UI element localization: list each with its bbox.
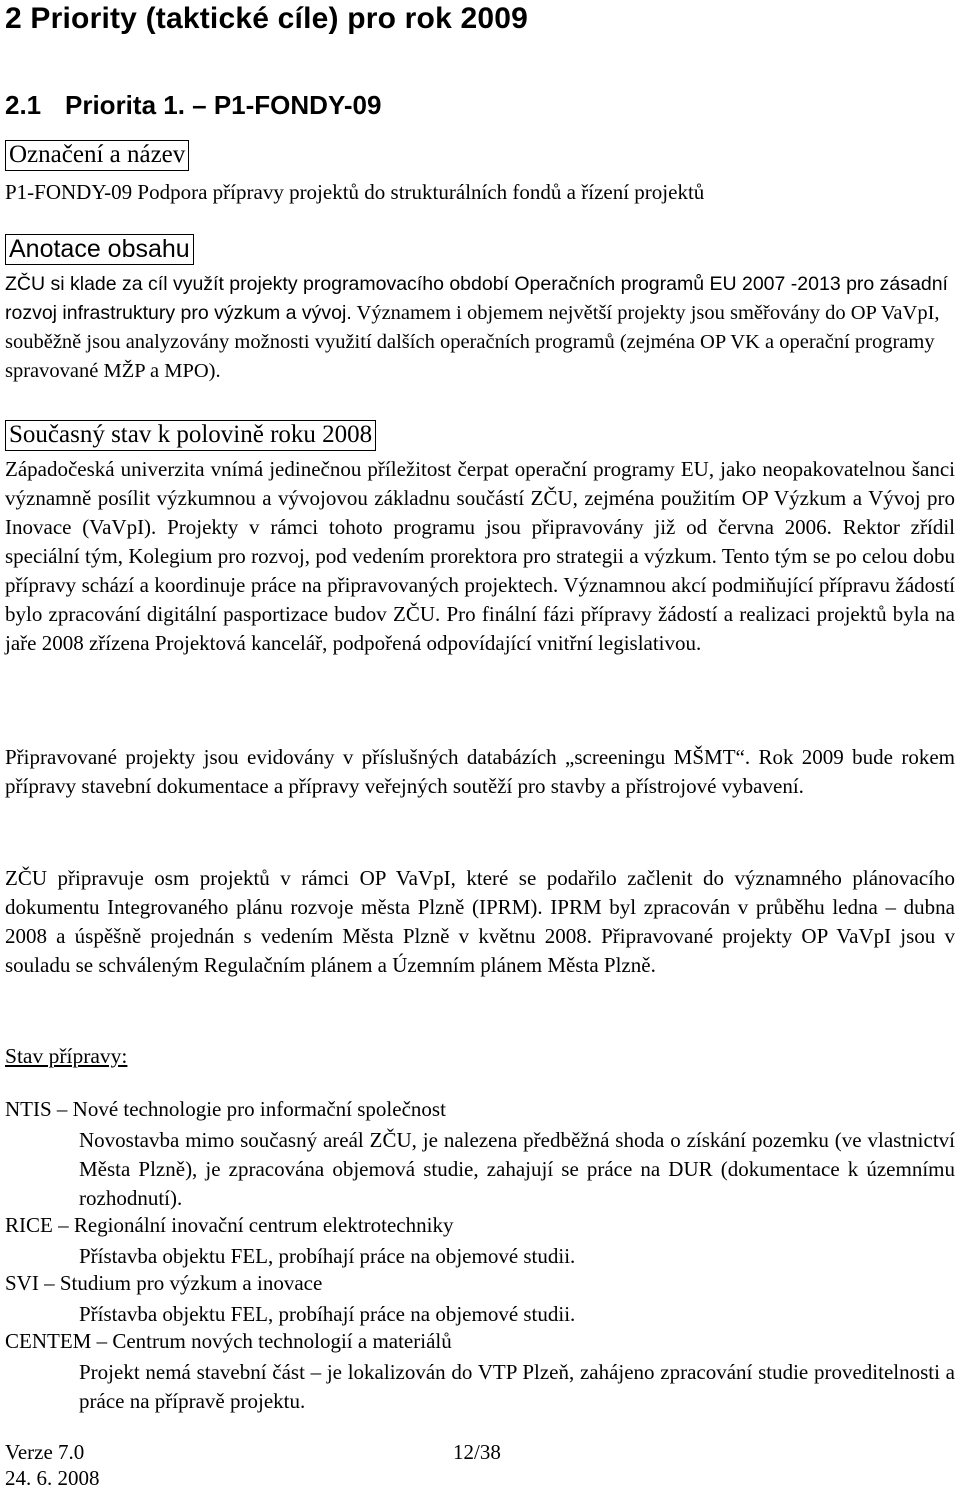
anotace-text [5, 270, 950, 386]
item-body-ntis: Novostavba mimo současný areál ZČU, je nalezena předběžná shoda o získání pozemku (ve vlastnictví Města Plzně), je zpracována objemová studie, zahajují se práce na DUR (dokumentace k územnímu rozhodnutí). [79, 1128, 955, 1210]
item-body-centem: Projekt nemá stavební část – je lokalizován do VTP Plzeň, zahájeno zpracování studie proveditelnosti a práce na přípravě projektu. [79, 1360, 955, 1413]
subsection-number: 2.1 [5, 90, 42, 120]
anotace-sans-part: ZČU si klade za cíl využít projekty programovacího období Operačních programů EU 2007 -2013 pro zásadní rozvoj infrastruktury pro výzkum a vývoj. [5, 273, 948, 324]
footer-version: Verze 7.0 [5, 1440, 85, 1464]
paragraph-2: Připravované projekty jsou evidovány v příslušných databázích „screeningu MŠMT“. Rok 2009 bude rokem přípravy stavební dokumentace a přípravy veřejných soutěží pro stavby a přístrojové vybavení. [5, 745, 955, 798]
label-oznaceni: Označení a název [5, 140, 189, 171]
item-head-ntis: NTIS – Nové technologie pro informační společnost [5, 1097, 446, 1121]
project-title: P1-FONDY-09 Podpora přípravy projektů do strukturálních fondů a řízení projektů [5, 180, 705, 204]
item-head-rice: RICE – Regionální inovační centrum elektrotechniky [5, 1213, 454, 1237]
label-soucasny-stav: Současný stav k polovině roku 2008 [5, 420, 376, 451]
anotace-serif-part: Významem i objemem největší projekty jsou směřovány do OP VaVpI, souběžně jsou analyzovány možnosti využití dalších operačních programů (zejména OP VK a operační programy spravované MŽP a MPO). [5, 302, 940, 382]
section-heading: 2 Priority (taktické cíle) pro rok 2009 [5, 2, 529, 35]
label-anotace: Anotace obsahu [5, 234, 194, 265]
footer-date: 24. 6. 2008 [5, 1466, 100, 1490]
paragraph-1: Západočeská univerzita vnímá jedinečnou příležitost čerpat operační programy EU, jako neopakovatelnou šanci významně posílit výzkumnou a vývojovou základnu součástí ZČU, zejména použitím OP Výzkum a Vývoj pro Inovace (VaVpI). Projekty v rámci tohoto programu jsou připravovány již od června 2006. Rektor zřídil speciální tým, Kolegium pro rozvoj, pod vedením prorektora pro strategii a výzkum. Tento tým se po celou dobu přípravy schází a koordinuje práce na připravovaných projektech. Významnou akcí podmiňující přípravu žádostí bylo zpracování digitální pasportizace budov ZČU. Pro finální fázi přípravy žádostí a realizaci projektů byla na jaře 2008 zřízena Projektová kancelář, podpořená odpovídající vnitřní legislativou. [5, 457, 955, 655]
item-head-centem: CENTEM – Centrum nových technologií a materiálů [5, 1329, 452, 1353]
stav-pripravy-label: Stav přípravy: [5, 1044, 128, 1068]
subsection-heading [5, 90, 381, 121]
paragraph-3: ZČU připravuje osm projektů v rámci OP VaVpI, které se podařilo začlenit do významného plánovacího dokumentu Integrovaného plánu rozvoje města Plzně (IPRM). IPRM byl zpracován v průběhu ledna – dubna 2008 a úspěšně projednán s vedením Města Plzně v květnu 2008. Připravované projekty OP VaVpI jsou v souladu se schváleným Regulačním plánem a Územním plánem Města Plzně. [5, 866, 955, 977]
item-body-rice: Přístavba objektu FEL, probíhají práce na objemové studii. [79, 1244, 576, 1268]
subsection-title: Priorita 1. – P1-FONDY-09 [65, 90, 382, 120]
item-head-svi: SVI – Studium pro výzkum a inovace [5, 1271, 323, 1295]
item-body-svi: Přístavba objektu FEL, probíhají práce na objemové studii. [79, 1302, 576, 1326]
footer-page-number: 12/38 [453, 1440, 501, 1464]
